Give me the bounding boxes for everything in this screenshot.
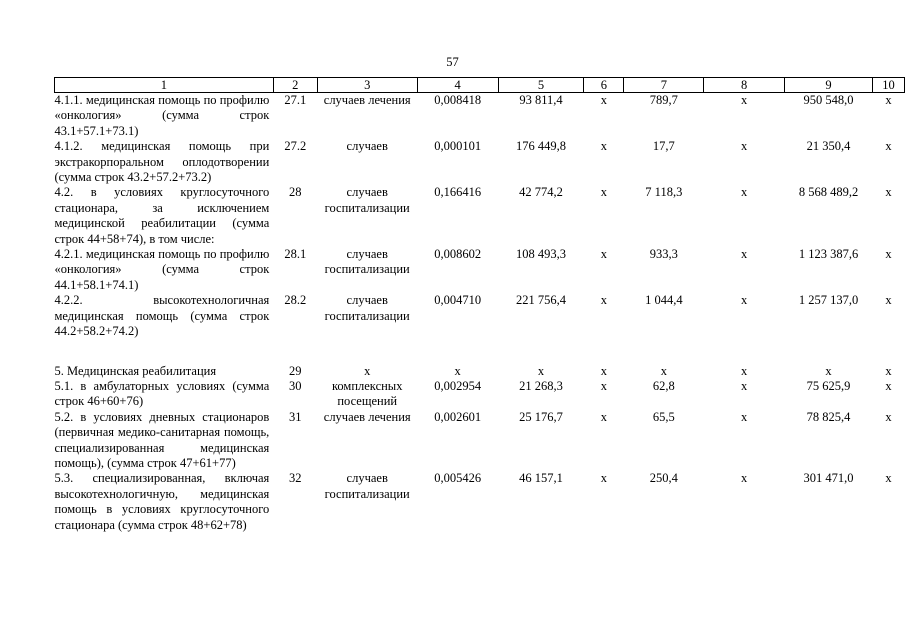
row-line-number: 31 bbox=[289, 409, 302, 424]
row-name: 5.2. в условиях дневных стационаров (первичная медико-санитарная помощь, специализированная медицинская помощь), (сумма строк 47+61+77) bbox=[54, 409, 270, 470]
row-cell: 21 268,3 bbox=[519, 378, 563, 393]
row-cell: х bbox=[885, 363, 892, 378]
row-cell: х bbox=[741, 139, 748, 154]
row-cell: х bbox=[741, 378, 748, 393]
header-cell: 7 bbox=[624, 78, 704, 93]
header-row bbox=[55, 78, 905, 93]
table-row bbox=[55, 364, 905, 379]
row-cell: х bbox=[600, 293, 608, 308]
table-row bbox=[55, 293, 905, 339]
header-cell: 4 bbox=[417, 78, 498, 93]
row-cell: 1 044,4 bbox=[645, 293, 683, 308]
row-cell: х bbox=[600, 93, 608, 107]
row-cell: 0,002601 bbox=[434, 409, 482, 424]
row-cell: 0,004710 bbox=[434, 293, 482, 308]
row-cell: 0,000101 bbox=[434, 139, 482, 154]
row-unit: х bbox=[364, 363, 371, 378]
row-name: 5.1. в амбулаторных условиях (сумма строк 46+60+76) bbox=[54, 378, 270, 409]
row-name: 4.2. в условиях круглосуточного стационара, за исключением медицинской реабилитации (сумма строк 44+58+74), в том числе: bbox=[54, 185, 270, 246]
header-cell: 1 bbox=[55, 78, 274, 93]
row-cell: 250,4 bbox=[649, 471, 678, 486]
row-unit: случаев госпитализации bbox=[324, 293, 410, 323]
row-cell: х bbox=[600, 409, 608, 424]
row-cell: 933,3 bbox=[649, 247, 678, 262]
row-cell: х bbox=[825, 363, 832, 378]
row-cell: 46 157,1 bbox=[519, 471, 563, 486]
row-cell: 62,8 bbox=[652, 378, 675, 393]
row-cell: 75 625,9 bbox=[806, 378, 851, 393]
table-row bbox=[55, 379, 905, 410]
header-cell: 8 bbox=[704, 78, 785, 93]
row-unit: случаев госпитализации bbox=[324, 247, 410, 277]
row-unit: случаев лечения bbox=[323, 409, 411, 424]
row-line-number: 28.1 bbox=[284, 247, 307, 262]
row-line-number: 30 bbox=[289, 378, 302, 393]
row-unit: случаев госпитализации bbox=[324, 471, 410, 501]
data-table bbox=[54, 77, 905, 533]
row-name: 4.2.1. медицинская помощь по профилю «онкология» (сумма строк 44.1+58.1+74.1) bbox=[54, 247, 270, 292]
header-cell: 5 bbox=[498, 78, 584, 93]
row-cell: 8 568 489,2 bbox=[798, 185, 859, 200]
row-cell: х bbox=[600, 247, 608, 262]
table-row bbox=[55, 185, 905, 247]
row-unit: случаев лечения bbox=[323, 93, 411, 107]
row-cell: х bbox=[885, 185, 892, 200]
row-cell: 1 257 137,0 bbox=[798, 293, 859, 308]
table-row bbox=[55, 410, 905, 472]
row-cell: х bbox=[885, 378, 892, 393]
row-cell: х bbox=[885, 247, 892, 262]
table-row bbox=[55, 471, 905, 533]
row-cell: 1 123 387,6 bbox=[798, 247, 859, 262]
row-cell: х bbox=[741, 185, 748, 200]
row-cell: 0,166416 bbox=[434, 185, 482, 200]
row-cell: 7 118,3 bbox=[645, 185, 683, 200]
row-cell: 25 176,7 bbox=[519, 409, 563, 424]
row-cell: х bbox=[885, 409, 892, 424]
row-cell: 65,5 bbox=[652, 409, 675, 424]
header-cell: 10 bbox=[872, 78, 904, 93]
row-cell: х bbox=[600, 363, 608, 378]
row-cell: х bbox=[600, 185, 608, 200]
header-cell: 6 bbox=[584, 78, 624, 93]
row-cell: 221 756,4 bbox=[516, 293, 567, 308]
row-cell: 176 449,8 bbox=[516, 139, 567, 154]
row-cell: х bbox=[885, 293, 892, 308]
row-cell: 78 825,4 bbox=[806, 409, 851, 424]
spacer-row bbox=[55, 340, 905, 364]
row-cell: х bbox=[537, 363, 545, 378]
row-cell: 42 774,2 bbox=[519, 185, 563, 200]
row-cell: х bbox=[454, 363, 461, 378]
row-line-number: 28 bbox=[289, 185, 302, 200]
row-cell: 108 493,3 bbox=[516, 247, 567, 262]
row-cell: х bbox=[741, 363, 748, 378]
row-cell: 0,008418 bbox=[434, 93, 482, 107]
table-row bbox=[55, 247, 905, 293]
row-cell: х bbox=[600, 139, 608, 154]
row-line-number: 27.1 bbox=[284, 93, 307, 107]
row-cell: 950 548,0 bbox=[803, 93, 854, 107]
row-cell: х bbox=[885, 139, 892, 154]
row-name: 5.3. специализированная, включая высокотехнологичную, медицинская помощь в условиях круглосуточного стационара (сумма строк 48+62+78) bbox=[54, 471, 270, 532]
header-cell: 3 bbox=[317, 78, 417, 93]
header-cell: 9 bbox=[785, 78, 873, 93]
row-cell: 301 471,0 bbox=[803, 471, 854, 486]
row-cell: 789,7 bbox=[649, 93, 678, 107]
row-cell: 0,008602 bbox=[434, 247, 482, 262]
row-cell: х bbox=[741, 293, 748, 308]
row-line-number: 27.2 bbox=[284, 139, 307, 154]
row-cell: х bbox=[741, 471, 748, 486]
row-line-number: 32 bbox=[289, 471, 302, 486]
row-name: 5. Медицинская реабилитация bbox=[54, 363, 217, 378]
row-name: 4.1.1. медицинская помощь по профилю «онкология» (сумма строк 43.1+57.1+73.1) bbox=[54, 93, 270, 138]
page-number: 57 bbox=[446, 55, 459, 69]
table-row bbox=[55, 139, 905, 185]
row-name: 4.1.2. медицинская помощь при экстракорпоральном оплодотворении (сумма строк 43.2+57.2+73.2) bbox=[54, 139, 270, 185]
row-cell: х bbox=[885, 471, 892, 486]
row-cell: х bbox=[741, 93, 748, 107]
row-cell: 0,002954 bbox=[434, 378, 482, 393]
row-cell: 0,005426 bbox=[434, 471, 482, 486]
row-cell: х bbox=[741, 247, 748, 262]
row-cell: 17,7 bbox=[652, 139, 675, 154]
row-cell: 21 350,4 bbox=[806, 139, 851, 154]
spacer-cell bbox=[55, 340, 905, 364]
row-unit: комплексных посещений bbox=[331, 378, 403, 409]
header-cell: 2 bbox=[273, 78, 317, 93]
row-name: 4.2.2. высокотехнологичная медицинская помощь (сумма строк 44.2+58.2+74.2) bbox=[54, 293, 270, 339]
row-unit: случаев bbox=[346, 139, 388, 154]
row-line-number: 29 bbox=[289, 363, 302, 378]
row-cell: х bbox=[660, 363, 667, 378]
row-cell: х bbox=[600, 471, 608, 486]
row-cell: 93 811,4 bbox=[519, 93, 563, 107]
row-cell: х bbox=[600, 378, 608, 393]
row-line-number: 28.2 bbox=[284, 293, 307, 308]
row-cell: х bbox=[741, 409, 748, 424]
row-cell: х bbox=[885, 93, 892, 107]
table-row bbox=[55, 93, 905, 140]
row-unit: случаев госпитализации bbox=[324, 185, 410, 215]
